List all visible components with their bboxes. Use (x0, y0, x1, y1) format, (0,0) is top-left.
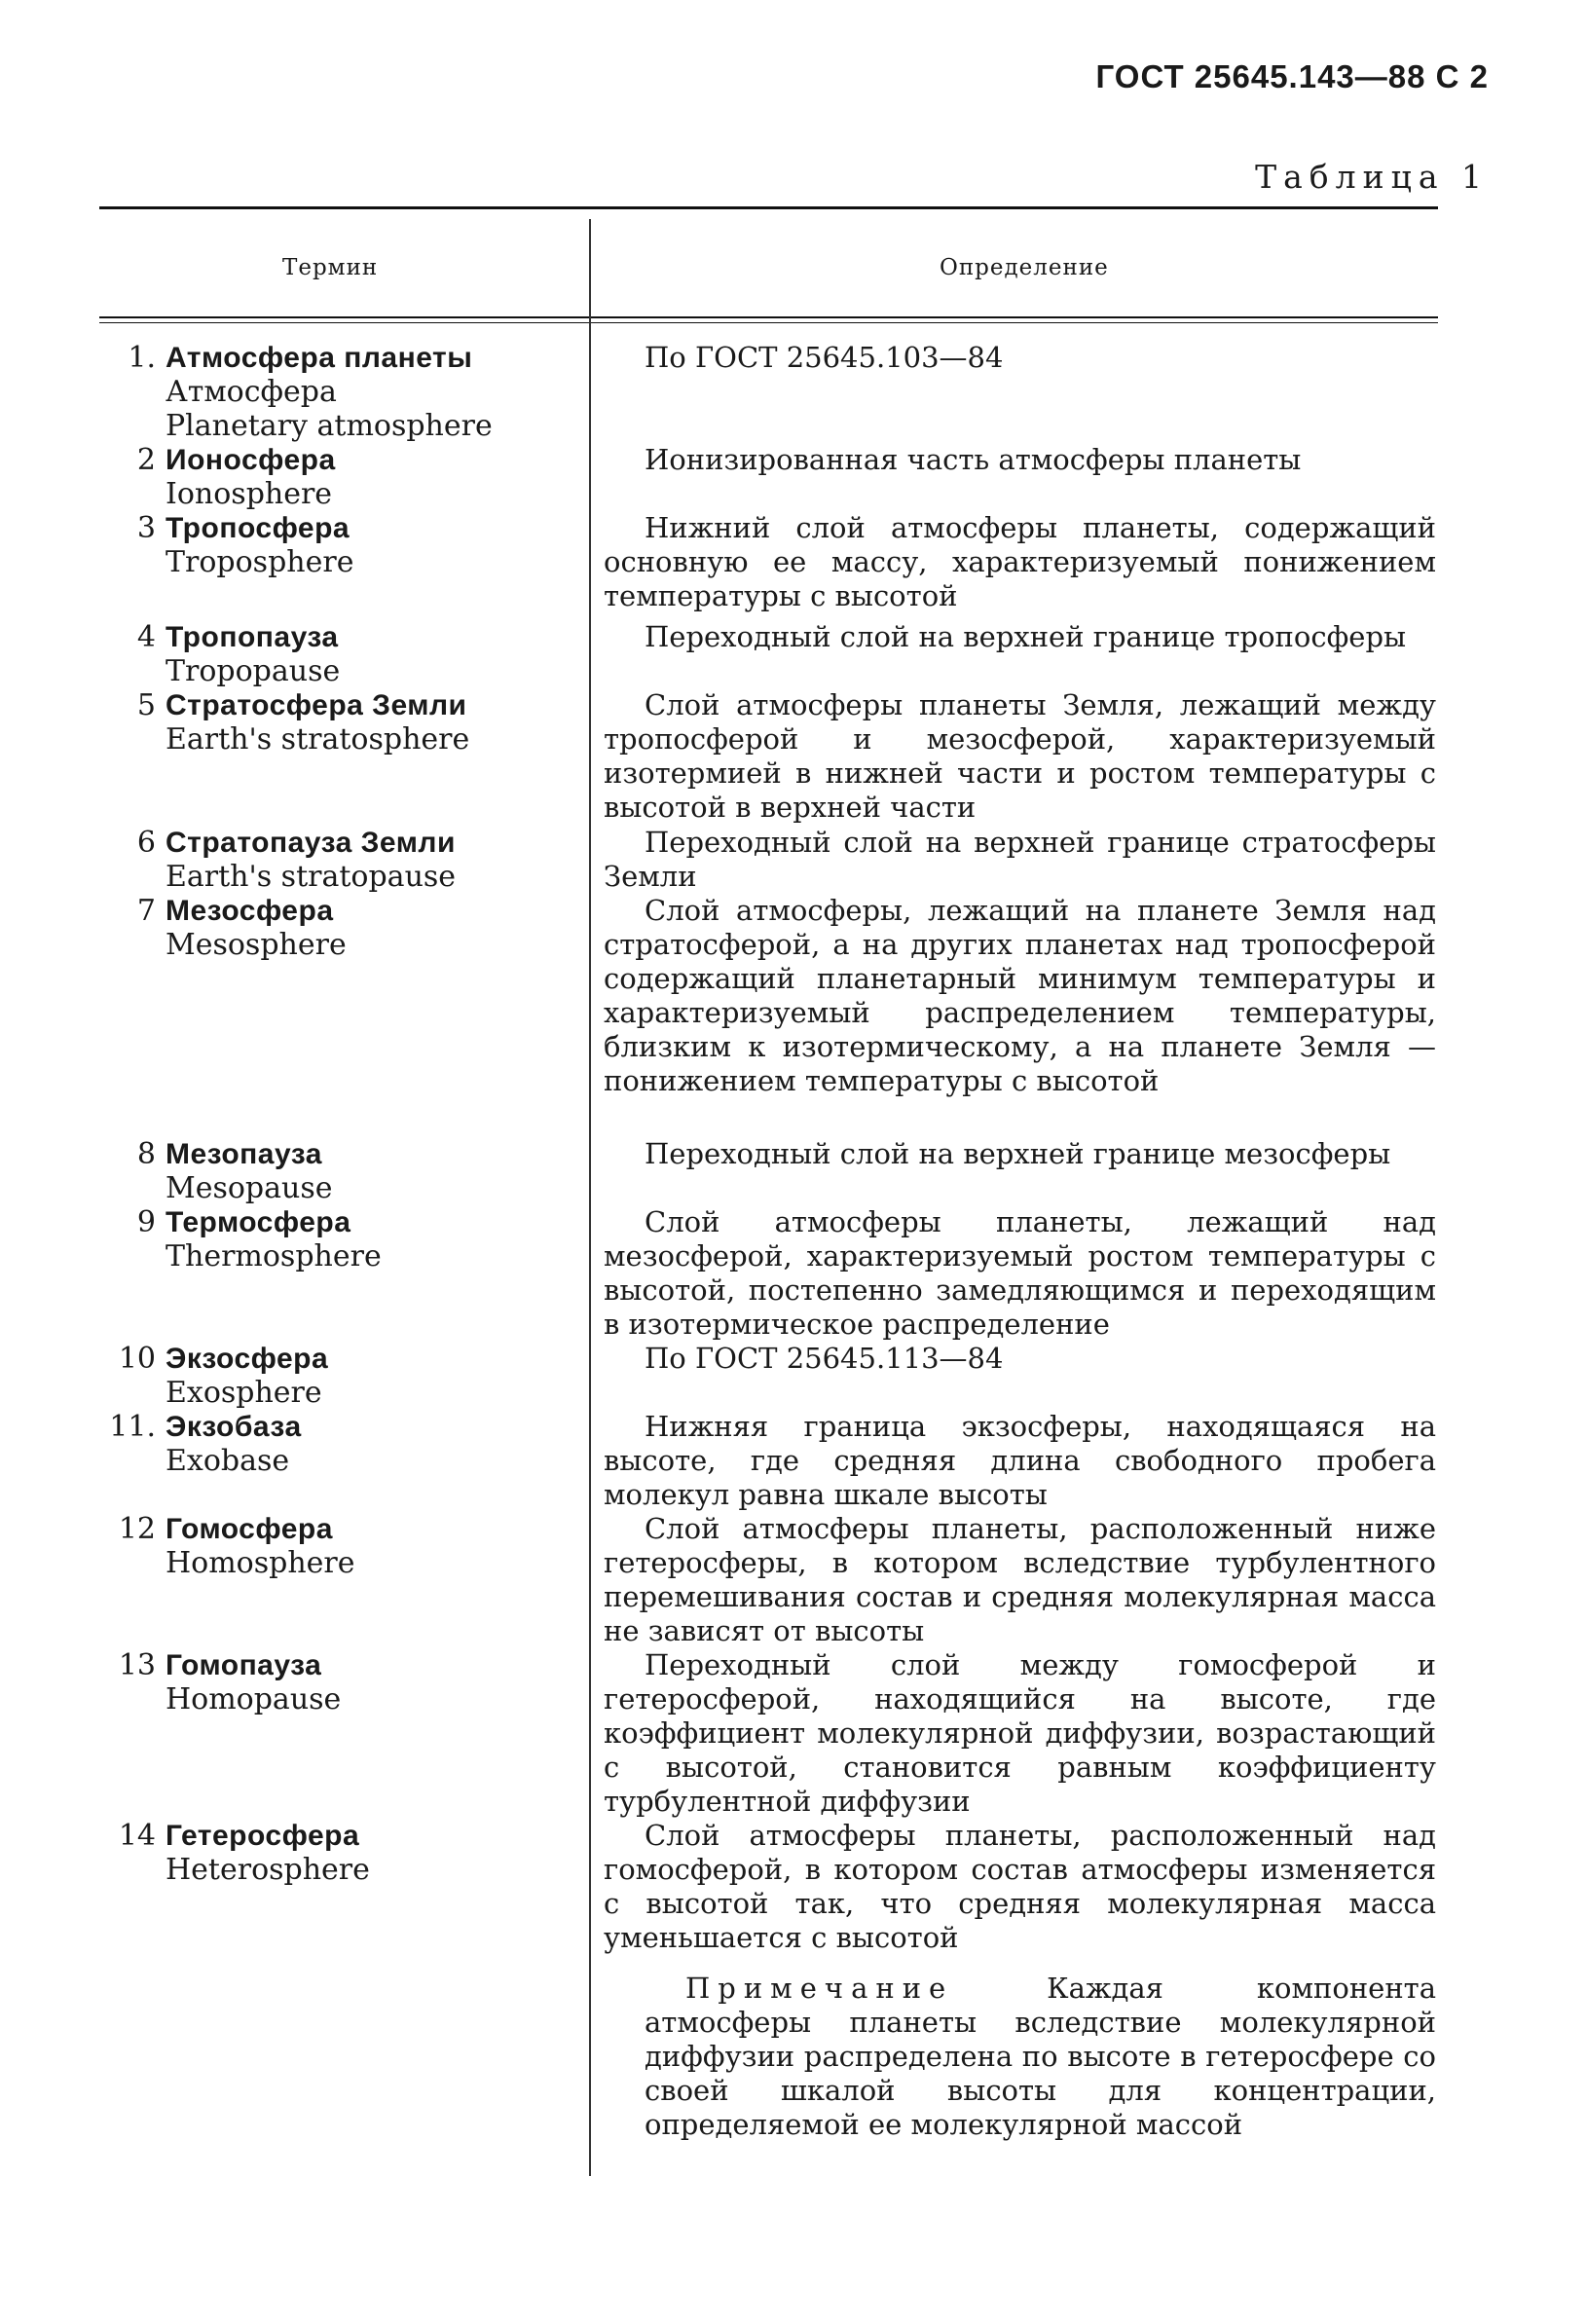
term-number: 12 (118, 1512, 156, 1546)
term-definition (604, 826, 1436, 894)
term-name: Стратопауза Земли (166, 827, 456, 859)
term-entry (105, 894, 563, 962)
term-number: 4 (136, 620, 156, 654)
definition-text: По ГОСТ 25645.103—84 (645, 341, 1004, 374)
term-number: 9 (136, 1205, 156, 1239)
term-definition (604, 341, 1436, 375)
term-entry (105, 511, 563, 579)
definition-text: Слой атмосферы, лежащий на планете Земля над стратосферой, а на других планетах над тропосферой содержащий планетарный минимум температуры и характеризуемый распределением температуры, близким к изотермическому, а на планете Земля — понижением температуры с высотой (604, 894, 1436, 1097)
definition-text: Переходный слой на верхней границе тропосферы (645, 620, 1407, 653)
term-definition (604, 1648, 1436, 1819)
term-alternative: Exosphere (166, 1376, 322, 1410)
term-number: 7 (136, 894, 156, 928)
definition-text: Нижняя граница экзосферы, находящаяся на высоте, где средняя длина свободного пробега молекул равна шкале высоты (604, 1410, 1436, 1511)
term-entry (105, 1342, 563, 1410)
term-alternative: Heterosphere (166, 1853, 370, 1887)
term-definition (604, 1410, 1436, 1512)
term-name: Гетеросфера (166, 1820, 360, 1852)
term-alternative: Homopause (166, 1682, 342, 1716)
term-number: 14 (118, 1819, 156, 1853)
term-name: Гомопауза (166, 1649, 322, 1681)
column-header-definition: Определение (940, 255, 1109, 280)
term-number: 6 (136, 826, 156, 860)
term-name: Гомосфера (166, 1513, 333, 1545)
term-alternative: Tropopause (166, 654, 341, 688)
term-alternative: Troposphere (166, 545, 354, 579)
term-entry (105, 1137, 563, 1205)
term-alternative: Exobase (166, 1444, 290, 1478)
term-name: Ионосфера (166, 444, 336, 476)
term-number: 11. (109, 1410, 156, 1444)
term-alternative: Атмосфера (166, 375, 337, 409)
term-definition (604, 1512, 1436, 1648)
definition-text: Слой атмосферы планеты, лежащий над мезосферой, характеризуемый ростом температуры с высотой, постепенно замедляющимся и переходящим в изотермическое распределение (604, 1205, 1436, 1341)
column-header-term: Термин (282, 255, 379, 280)
term-entry (105, 1648, 563, 1716)
header-rule-2 (99, 322, 1438, 323)
term-entry (105, 688, 563, 756)
term-definition (604, 1819, 1436, 1955)
term-name: Экзобаза (166, 1411, 302, 1443)
term-definition (604, 511, 1436, 613)
term-definition (604, 620, 1436, 654)
term-name: Мезосфера (166, 895, 334, 927)
column-divider (589, 219, 591, 2176)
term-definition (604, 443, 1436, 477)
header-rule (99, 316, 1438, 318)
term-alternative: Homosphere (166, 1546, 355, 1580)
term-alternative: Mesosphere (166, 928, 347, 962)
term-alternative: Ionosphere (166, 477, 333, 511)
term-entry (105, 620, 563, 688)
term-alternative: Earth's stratopause (166, 860, 457, 894)
term-name: Экзосфера (166, 1343, 329, 1375)
term-entry (105, 1410, 563, 1478)
document-code: ГОСТ 25645.143—88 С 2 (1095, 58, 1489, 94)
term-definition (604, 1342, 1436, 1376)
term-alternative: Planetary atmosphere (166, 409, 493, 443)
term-number: 8 (136, 1137, 156, 1171)
note-text: Каждая компонента атмосферы планеты вследствие молекулярной диффузии распределена по высоте в гетеросфере со своей шкалой высоты для концентрации, определяемой ее молекулярной массой (645, 1972, 1436, 2141)
definition-text: По ГОСТ 25645.113—84 (645, 1342, 1004, 1375)
definition-text: Слой атмосферы планеты, расположенный над гомосферой, в котором состав атмосферы изменяется с высотой так, что средняя молекулярная масса уменьшается с высотой (604, 1819, 1436, 1954)
term-entry (105, 826, 563, 894)
term-name: Термосфера (166, 1206, 351, 1238)
term-name: Тропосфера (166, 512, 350, 544)
definition-text: Нижний слой атмосферы планеты, содержащий основную ее массу, характеризуемый понижением температуры с высотой (604, 511, 1436, 612)
definition-text: Переходный слой между гомосферой и гетеросферой, находящийся на высоте, где коэффициент молекулярной диффузии, возрастающий с высотой, становится равным коэффициенту турбулентной диффузии (604, 1648, 1436, 1818)
note-label: Примечание (685, 1972, 954, 2005)
term-definition (604, 1205, 1436, 1342)
term-number: 3 (136, 511, 156, 545)
definition-text: Переходный слой на верхней границе стратосферы Земли (604, 826, 1436, 893)
term-alternative: Earth's stratosphere (166, 722, 470, 756)
term-name: Стратосфера Земли (166, 689, 467, 721)
term-number: 5 (136, 688, 156, 722)
definition-text: Переходный слой на верхней границе мезосферы (645, 1137, 1391, 1170)
table-note (645, 1972, 1436, 2142)
term-number: 13 (118, 1648, 156, 1682)
top-rule (99, 206, 1438, 209)
term-definition (604, 1137, 1436, 1171)
term-alternative: Thermosphere (166, 1239, 382, 1273)
term-entry (105, 1205, 563, 1273)
definition-text: Ионизированная часть атмосферы планеты (645, 443, 1302, 476)
term-name: Тропопауза (166, 621, 339, 653)
term-name: Мезопауза (166, 1138, 322, 1170)
table-label: Таблица 1 (1255, 158, 1489, 196)
term-number: 10 (118, 1342, 156, 1376)
term-name: Атмосфера планеты (166, 342, 473, 374)
term-entry (105, 341, 563, 443)
term-definition (604, 688, 1436, 825)
definition-text: Слой атмосферы планеты, расположенный ниже гетеросферы, в котором вследствие турбулентного перемешивания состав и средняя молекулярная масса не зависят от высоты (604, 1512, 1436, 1647)
term-number: 1. (128, 341, 156, 375)
term-entry (105, 1819, 563, 1887)
definition-text: Слой атмосферы планеты Земля, лежащий между тропосферой и мезосферой, характеризуемый изотермией в нижней части и ростом температуры с высотой в верхней части (604, 688, 1436, 824)
term-entry (105, 1512, 563, 1580)
term-number: 2 (136, 443, 156, 477)
term-entry (105, 443, 563, 511)
term-alternative: Mesopause (166, 1171, 333, 1205)
term-definition (604, 894, 1436, 1098)
